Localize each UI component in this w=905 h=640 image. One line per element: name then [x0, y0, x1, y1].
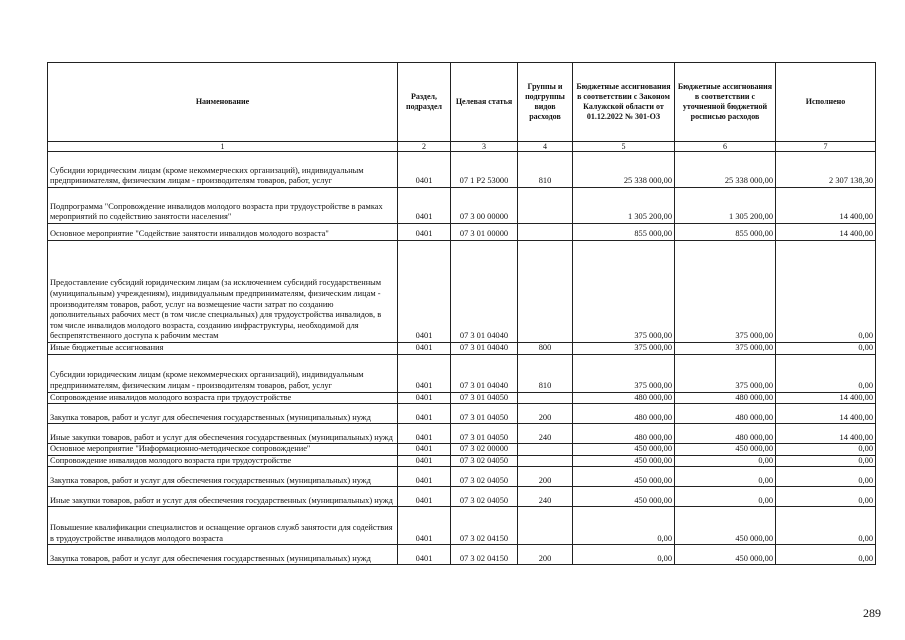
cell-section: 0401 — [398, 455, 451, 467]
cell-refined: 25 338 000,00 — [675, 152, 776, 188]
cell-name: Основное мероприятие "Информационно-методическое сопровождение" — [48, 444, 398, 456]
cell-refined: 480 000,00 — [675, 392, 776, 404]
column-number: 1 — [48, 142, 398, 152]
cell-refined: 375 000,00 — [675, 343, 776, 355]
table-row — [48, 545, 876, 565]
header-groups: Группы и подгруппы видов расходов — [518, 63, 573, 142]
cell-law: 450 000,00 — [573, 467, 675, 487]
column-number: 4 — [518, 142, 573, 152]
cell-section: 0401 — [398, 404, 451, 424]
cell-refined: 0,00 — [675, 467, 776, 487]
cell-name: Иные закупки товаров, работ и услуг для обеспечения государственных (муниципальных) нужд — [48, 487, 398, 507]
cell-refined: 450 000,00 — [675, 444, 776, 456]
cell-group — [518, 241, 573, 343]
cell-target: 07 3 01 04050 — [451, 392, 518, 404]
table-row — [48, 241, 876, 343]
table-row — [48, 487, 876, 507]
column-number: 3 — [451, 142, 518, 152]
cell-target: 07 3 02 04050 — [451, 467, 518, 487]
budget-table — [47, 62, 876, 565]
cell-law: 450 000,00 — [573, 487, 675, 507]
cell-executed: 14 400,00 — [776, 188, 876, 224]
cell-section: 0401 — [398, 507, 451, 545]
cell-target: 07 3 01 04040 — [451, 343, 518, 355]
cell-target: 07 3 01 04040 — [451, 354, 518, 392]
cell-law: 480 000,00 — [573, 392, 675, 404]
cell-section: 0401 — [398, 343, 451, 355]
cell-name: Субсидии юридическим лицам (кроме некоммерческих организаций), индивидуальным предпринимателям, физическим лицам - производителям товаров, работ, услуг — [48, 354, 398, 392]
cell-target: 07 3 00 00000 — [451, 188, 518, 224]
header-refined: Бюджетные ассигнования в соответствии с уточненной бюджетной росписью расходов — [675, 63, 776, 142]
table-row — [48, 188, 876, 224]
cell-executed: 0,00 — [776, 487, 876, 507]
cell-group: 200 — [518, 467, 573, 487]
cell-refined: 0,00 — [675, 455, 776, 467]
table-row — [48, 152, 876, 188]
cell-executed: 0,00 — [776, 354, 876, 392]
cell-name: Закупка товаров, работ и услуг для обеспечения государственных (муниципальных) нужд — [48, 545, 398, 565]
cell-group: 200 — [518, 404, 573, 424]
cell-law: 480 000,00 — [573, 404, 675, 424]
table-row — [48, 424, 876, 444]
cell-name: Иные бюджетные ассигнования — [48, 343, 398, 355]
cell-group — [518, 224, 573, 241]
table-row — [48, 392, 876, 404]
header-target: Целевая статья — [451, 63, 518, 142]
column-number-row — [48, 142, 876, 152]
cell-target: 07 3 02 04050 — [451, 455, 518, 467]
cell-executed: 0,00 — [776, 343, 876, 355]
cell-name: Повышение квалификации специалистов и оснащение органов служб занятости для содействия в трудоустройстве инвалидов молодого возраста — [48, 507, 398, 545]
cell-name: Основное мероприятие "Содействие занятости инвалидов молодого возраста" — [48, 224, 398, 241]
cell-section: 0401 — [398, 424, 451, 444]
table-row — [48, 444, 876, 456]
cell-group — [518, 392, 573, 404]
cell-executed: 0,00 — [776, 444, 876, 456]
cell-refined: 1 305 200,00 — [675, 188, 776, 224]
cell-name: Субсидии юридическим лицам (кроме некоммерческих организаций), индивидуальным предпринимателям, физическим лицам - производителям товаров, работ, услуг — [48, 152, 398, 188]
cell-executed: 14 400,00 — [776, 392, 876, 404]
table-row — [48, 343, 876, 355]
cell-group — [518, 188, 573, 224]
cell-group — [518, 444, 573, 456]
cell-name: Закупка товаров, работ и услуг для обеспечения государственных (муниципальных) нужд — [48, 404, 398, 424]
cell-refined: 480 000,00 — [675, 424, 776, 444]
column-number: 2 — [398, 142, 451, 152]
cell-name: Предоставление субсидий юридическим лицам (за исключением субсидий государственным (муниципальным) учреждениям), индивидуальным предпринимателям, физическим лицам - производителям товаров, работ, услуг на возмещение части затрат по созданию дополнительных рабочих мест (в том числе специальных) для трудоустройства инвалидов, в том числе инвалидов молодого возраста, созданию инфраструктуры, необходимой для беспрепятственного доступа к рабочим местам — [48, 241, 398, 343]
cell-refined: 480 000,00 — [675, 404, 776, 424]
cell-section: 0401 — [398, 152, 451, 188]
column-number: 5 — [573, 142, 675, 152]
cell-law: 375 000,00 — [573, 241, 675, 343]
table-row — [48, 455, 876, 467]
table-row — [48, 467, 876, 487]
cell-group: 800 — [518, 343, 573, 355]
header-executed: Исполнено — [776, 63, 876, 142]
cell-name: Иные закупки товаров, работ и услуг для обеспечения государственных (муниципальных) нужд — [48, 424, 398, 444]
cell-law: 450 000,00 — [573, 455, 675, 467]
table-row — [48, 354, 876, 392]
header-law: Бюджетные ассигнования в соответствии с Законом Калужской области от 01.12.2022 № 301-ОЗ — [573, 63, 675, 142]
cell-refined: 0,00 — [675, 487, 776, 507]
header-row — [48, 63, 876, 142]
cell-refined: 450 000,00 — [675, 507, 776, 545]
cell-executed: 2 307 138,30 — [776, 152, 876, 188]
cell-refined: 450 000,00 — [675, 545, 776, 565]
cell-group: 810 — [518, 152, 573, 188]
cell-section: 0401 — [398, 188, 451, 224]
cell-executed: 0,00 — [776, 467, 876, 487]
cell-group — [518, 507, 573, 545]
cell-section: 0401 — [398, 224, 451, 241]
cell-law: 0,00 — [573, 507, 675, 545]
cell-executed: 14 400,00 — [776, 424, 876, 444]
cell-target: 07 3 01 00000 — [451, 224, 518, 241]
cell-executed: 0,00 — [776, 455, 876, 467]
cell-law: 25 338 000,00 — [573, 152, 675, 188]
cell-refined: 855 000,00 — [675, 224, 776, 241]
column-number: 7 — [776, 142, 876, 152]
cell-law: 450 000,00 — [573, 444, 675, 456]
cell-target: 07 1 P2 53000 — [451, 152, 518, 188]
cell-executed: 0,00 — [776, 507, 876, 545]
cell-law: 375 000,00 — [573, 354, 675, 392]
cell-refined: 375 000,00 — [675, 354, 776, 392]
cell-executed: 0,00 — [776, 241, 876, 343]
cell-executed: 0,00 — [776, 545, 876, 565]
cell-law: 0,00 — [573, 545, 675, 565]
table-row — [48, 507, 876, 545]
header-section: Раздел, подраздел — [398, 63, 451, 142]
table-row — [48, 404, 876, 424]
page-number: 289 — [863, 606, 881, 620]
cell-target: 07 3 02 00000 — [451, 444, 518, 456]
cell-name: Сопровождение инвалидов молодого возраста при трудоустройстве — [48, 392, 398, 404]
cell-target: 07 3 02 04150 — [451, 507, 518, 545]
cell-section: 0401 — [398, 444, 451, 456]
cell-section: 0401 — [398, 354, 451, 392]
cell-target: 07 3 01 04050 — [451, 424, 518, 444]
table-row — [48, 224, 876, 241]
cell-law: 1 305 200,00 — [573, 188, 675, 224]
cell-section: 0401 — [398, 392, 451, 404]
cell-section: 0401 — [398, 487, 451, 507]
cell-name: Подпрограмма "Сопровождение инвалидов молодого возраста при трудоустройстве в рамках мероприятий по содействию занятости населения" — [48, 188, 398, 224]
cell-section: 0401 — [398, 545, 451, 565]
cell-section: 0401 — [398, 467, 451, 487]
header-name: Наименование — [48, 63, 398, 142]
cell-group: 240 — [518, 424, 573, 444]
cell-group: 240 — [518, 487, 573, 507]
cell-target: 07 3 02 04050 — [451, 487, 518, 507]
cell-executed: 14 400,00 — [776, 224, 876, 241]
cell-law: 855 000,00 — [573, 224, 675, 241]
cell-law: 480 000,00 — [573, 424, 675, 444]
cell-target: 07 3 02 04150 — [451, 545, 518, 565]
cell-name: Закупка товаров, работ и услуг для обеспечения государственных (муниципальных) нужд — [48, 467, 398, 487]
cell-refined: 375 000,00 — [675, 241, 776, 343]
cell-law: 375 000,00 — [573, 343, 675, 355]
cell-group: 810 — [518, 354, 573, 392]
cell-target: 07 3 01 04050 — [451, 404, 518, 424]
cell-target: 07 3 01 04040 — [451, 241, 518, 343]
column-number: 6 — [675, 142, 776, 152]
cell-group: 200 — [518, 545, 573, 565]
cell-executed: 14 400,00 — [776, 404, 876, 424]
cell-group — [518, 455, 573, 467]
cell-section: 0401 — [398, 241, 451, 343]
cell-name: Сопровождение инвалидов молодого возраста при трудоустройстве — [48, 455, 398, 467]
